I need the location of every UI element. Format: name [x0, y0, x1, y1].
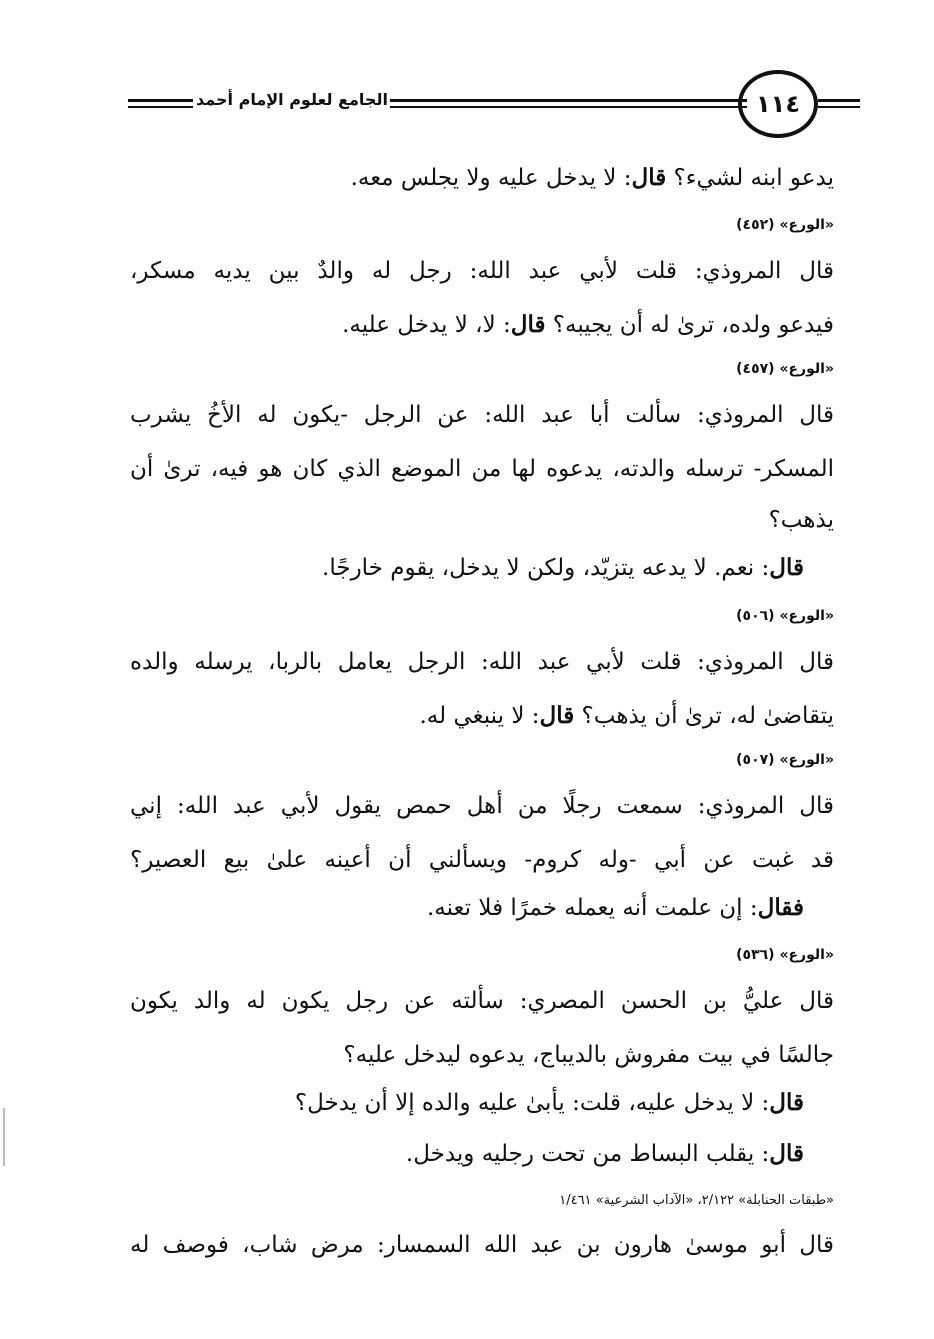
text-line: قد غبت عن أبي -وله كروم- ويسألني أن أعينه علىٰ بيع العصير؟: [130, 847, 834, 873]
page-number: ١١٤: [756, 90, 800, 118]
speaker-keyword: قال: [769, 1089, 804, 1116]
book-title: الجامع لعلوم الإمام أحمد: [196, 90, 388, 109]
speaker-keyword: فقال: [757, 894, 804, 921]
text-line: قال المروذي: قلت لأبي عبد الله: الرجل يعامل بالربا، يرسله والده: [130, 649, 834, 675]
speaker-keyword: قال: [769, 554, 804, 581]
scan-margin-mark: [3, 1108, 5, 1166]
source-reference: «الورع» (٥٣٦): [736, 947, 834, 963]
text-line: يتقاضىٰ له، ترىٰ أن يذهب؟ قال: لا ينبغي له.: [419, 702, 834, 729]
text-line: فيدعو ولده، ترىٰ له أن يجيبه؟ قال: لا، لا يدخل عليه.: [342, 311, 834, 338]
speaker-keyword: قال: [510, 311, 546, 338]
text-line: المسكر- ترسله والدته، يدعوه لها من الموضع الذي كان هو فيه، ترىٰ أن: [130, 456, 834, 482]
speaker-keyword: قال: [769, 1140, 804, 1167]
page-number-circle: [738, 70, 818, 138]
text-line: قال المروذي: سألت أبا عبد الله: عن الرجل -يكون له الأخُ يشرب: [130, 402, 834, 428]
text-line: قال: يقلب البساط من تحت رجليه ويدخل.: [405, 1140, 804, 1167]
text-line: قال: لا يدخل عليه، قلت: يأبىٰ عليه والده إلا أن يدخل؟: [294, 1089, 804, 1116]
text-line: قال: نعم. لا يدعه يتزيّد، ولكن لا يدخل، يقوم خارجًا.: [322, 554, 804, 581]
source-reference: «الورع» (٤٥٢): [736, 217, 834, 233]
text-line: قال أبو موسىٰ هارون بن عبد الله السمسار: مرض شاب، فوصف له: [130, 1232, 834, 1258]
header-rule-left: [128, 99, 193, 108]
speaker-keyword: قال: [539, 702, 575, 729]
text-line: قال المروذي: قلت لأبي عبد الله: رجل له والدٌ بين يديه مسكر،: [130, 258, 834, 284]
text-line: جالسًا في بيت مفروش بالديباج، يدعوه ليدخل عليه؟: [343, 1042, 834, 1068]
source-reference: «الورع» (٥٠٦): [736, 608, 834, 624]
text-line: قال عليُّ بن الحسن المصري: سألته عن رجل يكون له والد يكون: [130, 988, 834, 1014]
source-reference: «الورع» (٥٠٧): [736, 752, 834, 768]
text-line: فقال: إن علمت أنه يعمله خمرًا فلا تعنه.: [426, 894, 804, 921]
text-line: قال المروذي: سمعت رجلًا من أهل حمص يقول لأبي عبد الله: إني: [130, 793, 834, 819]
speaker-keyword: قال: [631, 164, 667, 191]
text-line: يذهب؟: [768, 507, 834, 533]
source-reference: «طبقات الحنابلة» ٢/١٢٢، «الآداب الشرعية» ١/٤٦١: [559, 1193, 834, 1208]
header-rule-middle: [390, 99, 747, 108]
source-reference: «الورع» (٤٥٧): [736, 361, 834, 377]
header-rule-right: [818, 99, 860, 108]
running-header: [128, 70, 858, 140]
text-line: يدعو ابنه لشيء؟ قال: لا يدخل عليه ولا يجلس معه.: [350, 164, 834, 191]
